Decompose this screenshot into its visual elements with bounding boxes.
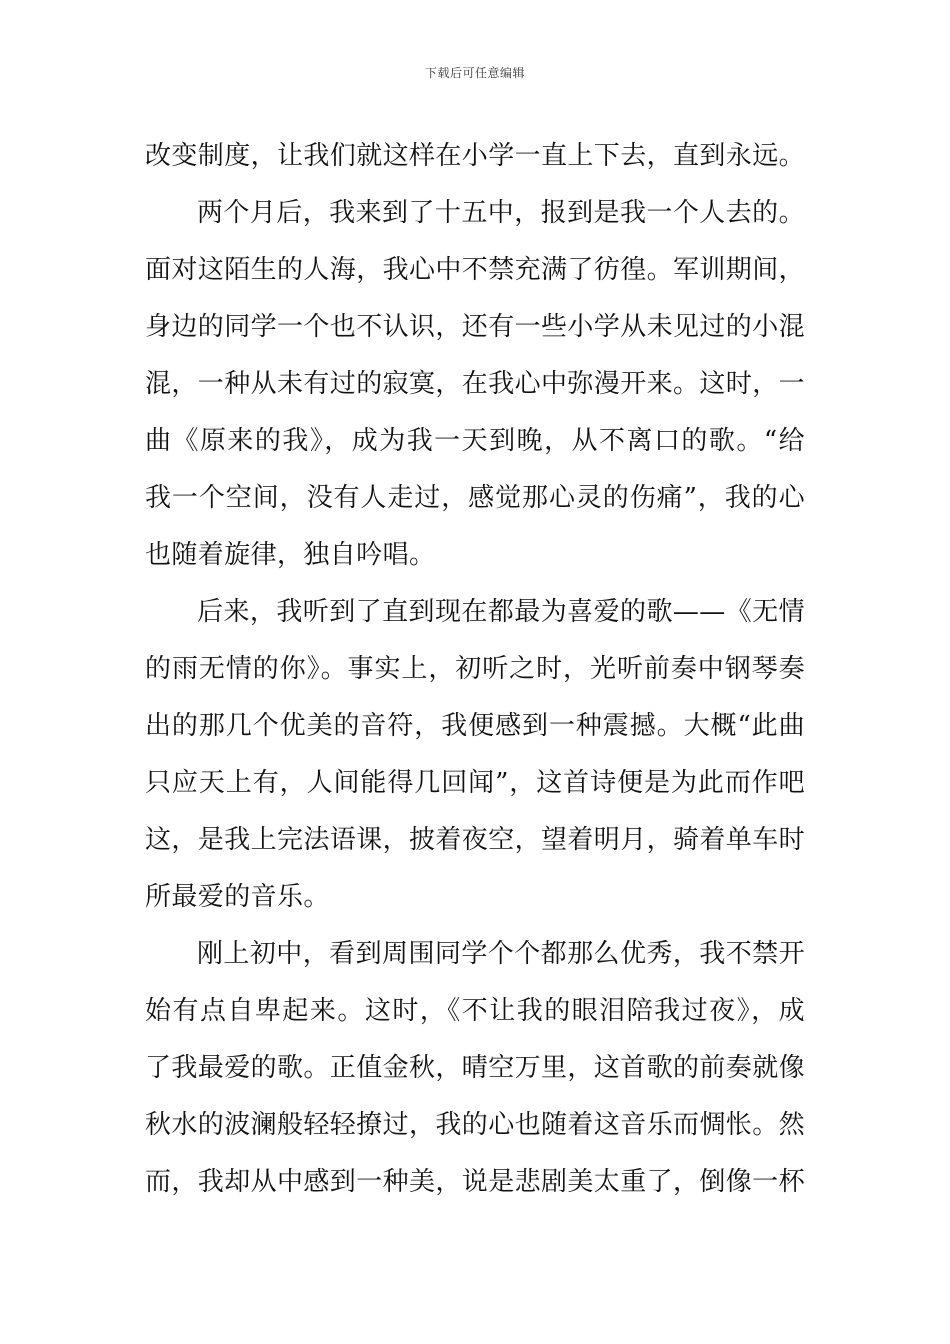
text-line: 我一个空间，没有人走过，感觉那心灵的伤痛”，我的心	[145, 483, 805, 513]
text-line: 始有点自卑起来。这时，《不让我的眼泪陪我过夜》，成	[145, 996, 805, 1026]
text-line: 只应天上有，人间能得几回闻”，这首诗便是为此而作吧	[145, 768, 805, 798]
text-line: 混，一种从未有过的寂寞，在我心中弥漫开来。这时，一	[145, 369, 806, 399]
text-line: 刚上初中，看到周围同学个个都那么优秀，我不禁开	[197, 939, 805, 969]
text-line: 也随着旋律，独自吟唱。	[145, 540, 436, 570]
body-text	[145, 128, 805, 1211]
text-line: 出的那几个优美的音符，我便感到一种震撼。大概“此曲	[145, 711, 805, 741]
text-line: 后来，我听到了直到现在都最为喜爱的歌——《无情	[197, 597, 805, 627]
text-line: 秋水的波澜般轻轻撩过，我的心也随着这音乐而惆怅。然	[145, 1110, 806, 1140]
text-line: 所最爱的音乐。	[145, 882, 330, 912]
text-line: 面对这陌生的人海，我心中不禁充满了彷徨。军训期间，	[145, 255, 806, 285]
page-header: 下载后可任意编辑	[424, 66, 525, 80]
text-line: 曲《原来的我》，成为我一天到晚，从不离口的歌。“给	[145, 426, 805, 456]
text-line: 改变制度，让我们就这样在小学一直上下去，直到永远。	[145, 141, 806, 171]
text-line: 了我最爱的歌。正值金秋，晴空万里，这首歌的前奏就像	[145, 1053, 806, 1083]
text-line: 而，我却从中感到一种美，说是悲剧美太重了，倒像一杯	[145, 1167, 806, 1197]
text-line: 身边的同学一个也不认识，还有一些小学从未见过的小混	[145, 312, 806, 342]
text-line: 的雨无情的你》。事实上，初听之时，光听前奏中钢琴奏	[145, 654, 805, 684]
text-line: 这，是我上完法语课，披着夜空，望着明月，骑着单车时	[145, 825, 806, 855]
text-line: 两个月后，我来到了十五中，报到是我一个人去的。	[197, 198, 805, 228]
